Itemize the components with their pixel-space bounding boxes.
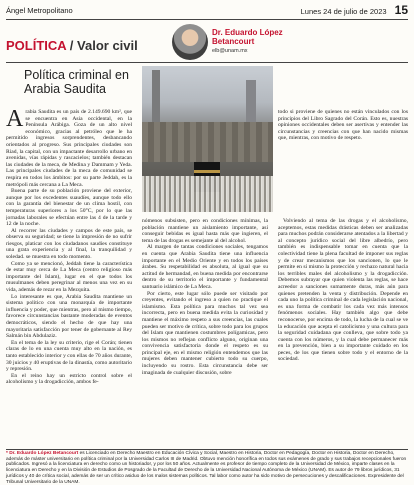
masthead-right (301, 3, 408, 17)
section-title (6, 38, 138, 53)
author-name-line2: Betancourt (212, 37, 255, 46)
article-column-2 (142, 218, 268, 445)
paragraph: Buena parte de su población proviene del exterior, aunque por los excedentes suaudíes, aunque todo ello con la garantía del bienestar de un clima hostil, con temperaturas superiores a los 50°C, por lo que las jornadas laborales se efectúan entre las 4 de la tarde y 12 de la noche. (6, 188, 132, 228)
masthead (6, 3, 408, 17)
section-secondary: Valor civil (77, 38, 138, 53)
paragraph (6, 109, 132, 188)
author-email: elb@unam.mx (212, 48, 248, 54)
author-byline (212, 28, 283, 54)
footnote-author: * Dr. Eduardo López Betancourt (6, 451, 79, 456)
article-headline (24, 68, 144, 96)
paragraph: Al margen de tantas condiciones sociales, tengamos en cuenta que Arabia Saudita tiene una influencia importante en el Medio Oriente y en todos los países árabes. Su respetabilidad es absoluta, al igual que su actitud de hermandad, en buena medida por encontrarse dentro de su territorio el importante y fundamental santuario islámico de La Meca. (142, 244, 268, 290)
author-photo (172, 24, 208, 60)
paragraph: todo si proviene de quienes no están vinculados con los principios del Libro Sagrado del Corán. Esto es, nuestras opiniones occidentales deben ser asertivas y entender las circunstancias y creencias con que han nacido mismas que, mientras, con motivo de respeto. (278, 109, 408, 142)
paragraph-text: rabia Saudita es un país de 2.149.690 km², que se encuentra en Asia occidental, en la Península Arábiga. Goza de un alto nivel económico, gracias al petróleo que le ha permitido ingresos sorprendentes, desbancando orientados al progreso. Sus principales ciudades son Riad, la capital, con un impactante desarrollo urbano en avenidas, vías rápidas y rascacielos; también destacan las ciudades de la meca, de Medina y Dammam y Yeda. Las principales ciudades de la meca de comunidad se respira en todos los ámbitos: por su parte Jeddah, es la metrópoli más cercana a La Meca. (6, 109, 132, 188)
photo-buildings (142, 122, 273, 162)
paragraph: Al recorrer las ciudades y campos de este país, se observa su seguridad; se tiene la impresión de no sufrir riesgos, platicar con los ciudadanos saudíes constituye una grata experiencia y al final, la tranquilidad y soledad. se muestra en todo momento. (6, 227, 132, 261)
issue-date: Lunes 24 de julio de 2023 (300, 7, 387, 16)
publication-name: Ángel Metropolitano (6, 5, 73, 15)
paragraph: En el tema de la ley su criterio, rige el Corán; tienen claras de lo en una cuenta muy alto en la nación, es tanto establecido interior y con ellas de 70 años durante, 30 juicios y 40 eruptivas de la dinastía, como autoritario y represión. (6, 339, 132, 373)
article-column-3 (278, 218, 408, 445)
footnote-rule (6, 449, 408, 450)
drop-cap: A (6, 109, 24, 132)
headline-line1: Política criminal en (24, 68, 129, 82)
paragraph: Como ya se mencionó, Jeddah tiene la característica de estar muy cerca de La Meca (centro religioso más importante del Islam), lugar en el que todos los musulmanes deben peregrinar al menos una vez en su vida, además de rezar en la Mezquita. (6, 260, 132, 294)
article-column-3-top (278, 109, 408, 218)
page-number: 15 (394, 3, 408, 17)
article-column-1 (6, 109, 132, 445)
section-separator: / (66, 38, 78, 53)
photo-crowd (142, 176, 273, 212)
photo-kaaba-band (194, 170, 220, 173)
footnote-text: es Licenciado en Derecho Maestro en Educación Cívica y Social, Maestro en Historia, Doctor en Pedagogía, Doctor en Historia, Doctor en Derecho, además de máster universitario en política criminal por la Universidad Carlos III de Madrid. Obtuvo mención honorífica en todos sus exámenes de grado y sus trabajos recepcionales fueron publicados. Ingresó a la licenciatura en derecho como un historiador, y por los 50 años. Actualmente es profesor de tiempo completo de la Universidad de México, imparte clases en la licenciatura en Derecho y en la División de Estudios de Posgrado de la Facultad de Derecho de la Universidad Nacional Autónoma de México (UNAM). Es autor de 79 libros jurídicos, 31 jurídicos y 40 de crítica social, además de ser un crítico asiduo de los malos sistemas políticos. Tal labor como autor ha sido motivo de persecuciones y descalificaciones. Expresidente del Tribunal Universitario de la UNAM. (6, 451, 407, 485)
paragraph: Volviendo al tema de las drogas y el alcoholismo, aceptemos, estas medidas drásticas deben ser analizadas para muchos podrán considerarse atentados a la libertad y al concepto jurídico social del libre albedrío, pero también es indispensable tomar en cuenta que la colectividad tiene la plena facultad de imponer sus reglas y de crear mecanismos que los sancionen, lo que le permite en sí mismo la protección y rechazo natural hacia los terribles males del alcoholismo y la drogadicción. Debemos subrayar que quien violenta las reglas, se hace acreedor a sanciones sumamente duras, más aún para quienes pretenden la venta y distribución. Depende en cada uno la política criminal de cada legislación nacional, es una forma de combatir los cada vez más intensos fenómenos sociales. Hay también algo que debe reconocerse, por encima de todo, la lucha de la cual se ve la educación que acepta el catolicismo y una cultura para la seguridad cuidadana que conlleva, que sobre todo ya cuenta con los números, y la cual debe permanecer más en la prevención, bien a su importante cuidado en los peces, de los que tienen sobre todo y el entorno de la sociedad. (278, 218, 408, 363)
paragraph: nómenos subsisten, pero en condiciones mínimas, la población mantiene un aislamiento importante, así conseguir bebidas es igual hasta más que ingieren, el tema de las drogas es semejante al del alcohol. (142, 218, 268, 244)
author-name-line1: Dr. Eduardo López (212, 28, 283, 37)
masthead-rule (6, 19, 408, 20)
paragraph: Lo interesante es que, Arabia Saudita mantiene un sistema político con una monarquía de importante influencia y poder, que mientras, pero al mismo tiempo, favorece circunstancias bastante moderadas de eventos democráticos, siendo el hecho de que hay una mayoritaria satisfacción por tener de gobernante al Rey Salmán bin Abdulaziz. (6, 293, 132, 340)
header-rule (6, 62, 408, 63)
headline-line2: Arabia Saudita (24, 82, 107, 96)
paragraph: Por cierto, este lugar sólo puede ser visitado por creyentes, evitando el ingreso a quien no practique el islamismo. Esta política para muchos tal vez sea incorrecta, pero en buena medida evita la curiosidad y mantiene el máximo respeto a sus creencias, las cuales pueden ser motivo de crítica, sobre todo para los grupos del Islam que mantienen costumbres polígamicas, pero los mismos no reflejan conflicto alguno, originan una convivencia satisfactoria donde el respeto es su principal eje, en el mismo religión entendemos que las mujeres deben mantener cubierto todo su cuerpo, incluyendo su rostro. Esta circunstancia debe ser imaginada de cualquier discusión, sobre (142, 290, 268, 376)
paragraph: En el reino hay un estricto control sobre el alcoholismo y la drogadicción, ambos fe- (6, 372, 132, 386)
mecca-photo (142, 66, 273, 212)
section-primary: POLÍTICA (6, 38, 67, 53)
